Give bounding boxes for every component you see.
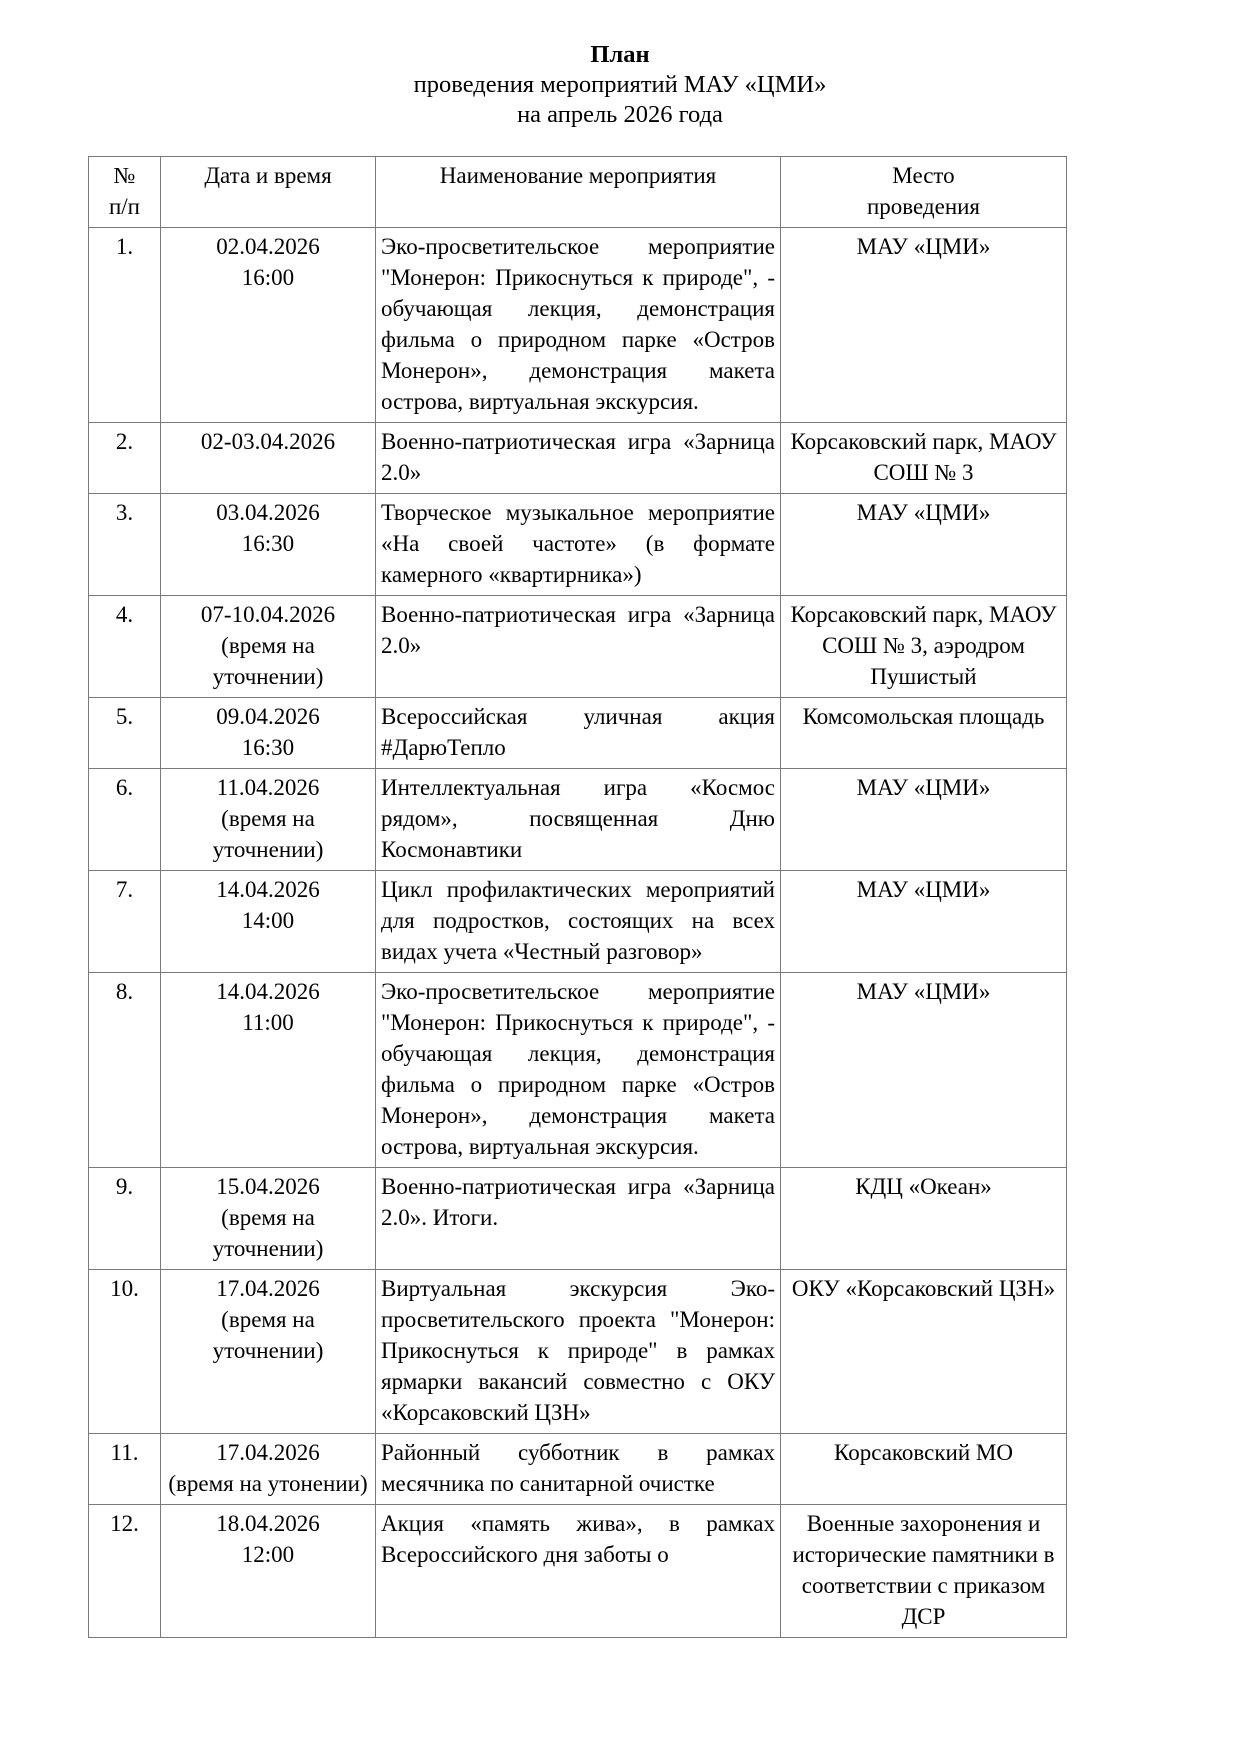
cell-date	[161, 423, 376, 494]
title-line-1: План	[590, 41, 650, 68]
cell-place: Корсаковский МО	[781, 1434, 1067, 1505]
cell-date-line1: 14.04.2026	[216, 877, 320, 902]
cell-date-line2: (время на утонении)	[168, 1471, 368, 1496]
cell-place: Корсаковский парк, МАОУ СОШ № 3	[781, 423, 1067, 494]
table-header-row	[89, 157, 1067, 228]
cell-date-line2: 12:00	[241, 1542, 295, 1567]
cell-place: МАУ «ЦМИ»	[781, 494, 1067, 596]
table-row	[89, 871, 1067, 973]
cell-date-line1: 02-03.04.2026	[200, 429, 336, 454]
cell-date-line2: 14:00	[241, 908, 295, 933]
table-row	[89, 596, 1067, 698]
cell-date	[161, 596, 376, 698]
cell-date-line1: 09.04.2026	[216, 704, 320, 729]
cell-event-name: Всероссийская уличная акция #ДарюТепло	[376, 698, 781, 769]
cell-event-name: Акция «память жива», в рамках Всероссийского дня заботы о	[376, 1505, 781, 1638]
cell-date-line2: 16:30	[241, 531, 295, 556]
cell-event-name: Интеллектуальная игра «Космос рядом», посвященная Дню Космонавтики	[376, 769, 781, 871]
cell-number: 3.	[89, 494, 161, 596]
table-row	[89, 698, 1067, 769]
cell-date	[161, 1434, 376, 1505]
cell-event-name: Военно-патриотическая игра «Зарница 2.0». Итоги.	[376, 1168, 781, 1270]
cell-date-line1: 11.04.2026	[216, 775, 320, 800]
cell-date-line1: 15.04.2026	[216, 1174, 320, 1199]
cell-place: МАУ «ЦМИ»	[781, 228, 1067, 423]
cell-event-name: Виртуальная экскурсия Эко-просветительского проекта "Монерон: Прикоснуться к природе" в рамках ярмарки вакансий совместно с ОКУ «Корсаковский ЦЗН»	[376, 1270, 781, 1434]
cell-date	[161, 228, 376, 423]
cell-date-line2: (время на уточнении)	[212, 1205, 324, 1261]
column-header-place	[781, 157, 1067, 228]
cell-date	[161, 871, 376, 973]
table-header	[89, 157, 1067, 228]
cell-place: МАУ «ЦМИ»	[781, 973, 1067, 1168]
cell-event-name: Военно-патриотическая игра «Зарница 2.0»	[376, 596, 781, 698]
cell-date-line2: 16:00	[241, 265, 295, 290]
table-row	[89, 494, 1067, 596]
cell-number: 5.	[89, 698, 161, 769]
cell-place: Военные захоронения и исторические памятники в соответствии с приказом ДСР	[781, 1505, 1067, 1638]
table-row	[89, 973, 1067, 1168]
table-row	[89, 1168, 1067, 1270]
cell-date	[161, 698, 376, 769]
cell-date-line2: 16:30	[241, 735, 295, 760]
cell-date-line1: 07-10.04.2026	[200, 602, 336, 627]
table-body	[89, 228, 1067, 1638]
cell-date	[161, 973, 376, 1168]
cell-number: 2.	[89, 423, 161, 494]
table-row	[89, 228, 1067, 423]
table-row	[89, 1434, 1067, 1505]
cell-number: 7.	[89, 871, 161, 973]
cell-date	[161, 1505, 376, 1638]
cell-date	[161, 769, 376, 871]
cell-number: 11.	[89, 1434, 161, 1505]
cell-number: 4.	[89, 596, 161, 698]
cell-date	[161, 1270, 376, 1434]
cell-date-line1: 14.04.2026	[216, 979, 320, 1004]
cell-place: ОКУ «Корсаковский ЦЗН»	[781, 1270, 1067, 1434]
cell-place: Корсаковский парк, МАОУ СОШ № 3, аэродром Пушистый	[781, 596, 1067, 698]
cell-event-name: Цикл профилактических мероприятий для подростков, состоящих на всех видах учета «Честный разговор»	[376, 871, 781, 973]
cell-date-line2: 11:00	[242, 1010, 294, 1035]
cell-date-line2: (время на уточнении)	[212, 633, 324, 689]
table-row	[89, 423, 1067, 494]
cell-number: 8.	[89, 973, 161, 1168]
cell-place: КДЦ «Океан»	[781, 1168, 1067, 1270]
cell-event-name: Эко-просветительское мероприятие "Монерон: Прикоснуться к природе", - обучающая лекция, демонстрация фильма о природном парке «Остров Монерон», демонстрация макета острова, виртуальная экскурсия.	[376, 973, 781, 1168]
column-header-number-line2: п/п	[108, 194, 140, 219]
table-row	[89, 769, 1067, 871]
table-row	[89, 1505, 1067, 1638]
cell-date	[161, 1168, 376, 1270]
cell-event-name: Военно-патриотическая игра «Зарница 2.0»	[376, 423, 781, 494]
page-title	[88, 40, 1152, 130]
column-header-date: Дата и время	[161, 157, 376, 228]
table-row	[89, 1270, 1067, 1434]
cell-date-line1: 17.04.2026	[216, 1276, 320, 1301]
cell-place: МАУ «ЦМИ»	[781, 871, 1067, 973]
cell-event-name: Творческое музыкальное мероприятие «На своей частоте» (в формате камерного «квартирника»)	[376, 494, 781, 596]
cell-date-line1: 17.04.2026	[216, 1440, 320, 1465]
title-line-2: проведения мероприятий МАУ «ЦМИ»	[413, 71, 827, 98]
column-header-name: Наименование мероприятия	[376, 157, 781, 228]
events-plan-table	[88, 156, 1067, 1638]
cell-number: 12.	[89, 1505, 161, 1638]
cell-date-line2: (время на уточнении)	[212, 806, 324, 862]
cell-date-line1: 02.04.2026	[216, 234, 320, 259]
column-header-place-line2: проведения	[866, 194, 981, 219]
cell-number: 9.	[89, 1168, 161, 1270]
title-line-3: на апрель 2026 года	[517, 101, 723, 128]
cell-number: 10.	[89, 1270, 161, 1434]
cell-place: МАУ «ЦМИ»	[781, 769, 1067, 871]
cell-date-line1: 18.04.2026	[216, 1511, 320, 1536]
column-header-number-line1: №	[113, 163, 136, 188]
cell-number: 6.	[89, 769, 161, 871]
cell-date-line1: 03.04.2026	[216, 500, 320, 525]
cell-number: 1.	[89, 228, 161, 423]
column-header-number	[89, 157, 161, 228]
cell-event-name: Районный субботник в рамках месячника по санитарной очистке	[376, 1434, 781, 1505]
cell-place: Комсомольская площадь	[781, 698, 1067, 769]
cell-date-line2: (время на уточнении)	[212, 1307, 324, 1363]
column-header-place-line1: Место	[892, 163, 955, 188]
cell-date	[161, 494, 376, 596]
cell-event-name: Эко-просветительское мероприятие "Монерон: Прикоснуться к природе", - обучающая лекция, демонстрация фильма о природном парке «Остров Монерон», демонстрация макета острова, виртуальная экскурсия.	[376, 228, 781, 423]
